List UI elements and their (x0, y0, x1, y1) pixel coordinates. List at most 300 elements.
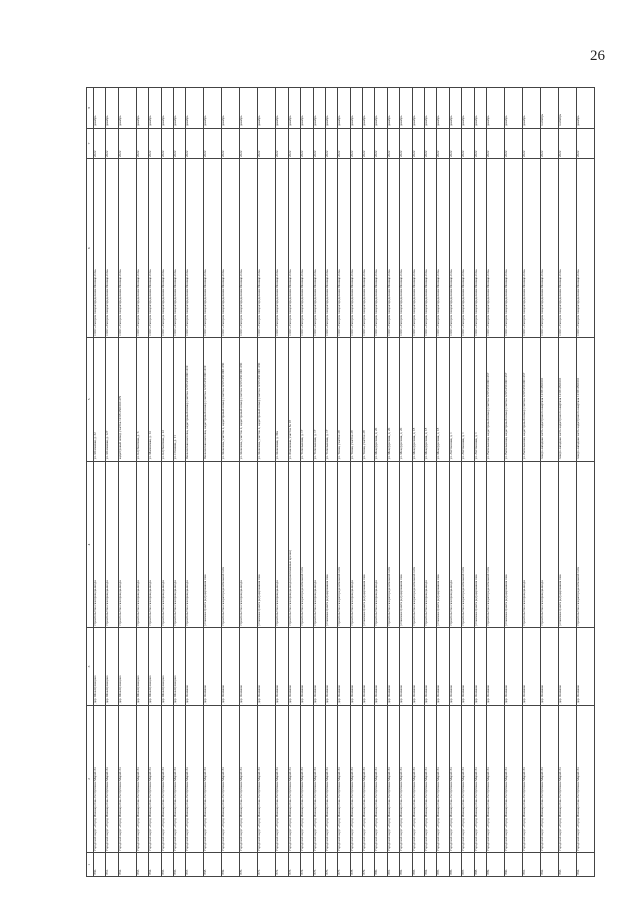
cell-settlement: дер. Якимово (462, 628, 474, 705)
cell-month: декабрь (186, 88, 204, 129)
cell-municipality: Городской округ «Город Йошкар-Ола» Республики Марий Эл (437, 705, 449, 853)
cell-address: ул. Междуречная, д. 18 (437, 337, 449, 461)
cell-organization: ООО «Газпром газораспределение Йошкар-Ола» (106, 159, 118, 338)
cell-settlement: дер. Якимово (375, 628, 387, 705)
cell-organization: ООО «Газпром газораспределение Йошкар-Ола» (400, 159, 412, 338)
cell-organization: ООО «Газпром газораспределение Йошкар-Ола» (258, 159, 276, 338)
cell-work-type: установка пункта редуцирования газа (363, 461, 375, 628)
cell-municipality: Городской округ «Город Йошкар-Ола» Республики Марий Эл (240, 705, 258, 853)
cell-work-type: строительство газопровода-ввода (350, 461, 362, 628)
cell-row-number: 866. (173, 853, 185, 877)
cell-work-type: строительство газораспределительной сети (222, 461, 240, 628)
cell-settlement: дер. Якимово (325, 628, 337, 705)
cell-month: декабрь (350, 88, 362, 129)
cell-municipality: Городской округ «Город Йошкар-Ола» Республики Марий Эл (325, 705, 337, 853)
cell-address: ул. Лиственная, д. 1 (449, 337, 461, 461)
cell-organization: ООО «Газпром газораспределение Йошкар-Ола» (173, 159, 185, 338)
cell-work-type: строительство газопровода-ввода (375, 461, 387, 628)
cell-work-type: установка пункта редуцирования газа (504, 461, 522, 628)
cell-municipality: Городской округ «Город Йошкар-Ола» Республики Марий Эл (118, 705, 136, 853)
cell-organization: ООО «Газпром газораспределение Йошкар-Ола» (350, 159, 362, 338)
cell-month: декабрь (474, 88, 486, 129)
cell-year: 2022 (576, 128, 594, 159)
cell-settlement: дер. Шоя-Кузнецово (106, 628, 118, 705)
cell-row-number: 886. (449, 853, 461, 877)
cell-month: декабрь (504, 88, 522, 129)
cell-settlement: дер. Якимово (400, 628, 412, 705)
cell-address: ул. Васильковая, кадастровый номер участка 12:05:4501001:267 (522, 337, 540, 461)
table-row (437, 88, 449, 877)
cell-organization: ООО «Газпром газораспределение Йошкар-Ола» (462, 159, 474, 338)
cell-row-number: 862. (118, 853, 136, 877)
cell-organization: ООО «Газпром газораспределение Йошкар-Ола» (338, 159, 350, 338)
cell-municipality: Городской округ «Город Йошкар-Ола» Республики Марий Эл (522, 705, 540, 853)
cell-organization: ООО «Газпром газораспределение Йошкар-Ола» (161, 159, 173, 338)
cell-settlement: дер. Якимово (522, 628, 540, 705)
table-row (258, 88, 276, 877)
cell-organization: ООО «Газпром газораспределение Йошкар-Ола» (186, 159, 204, 338)
header-cell: 1 (87, 853, 94, 877)
cell-month: декабрь (204, 88, 222, 129)
cell-organization: ООО «Газпром газораспределение Йошкар-Ола» (325, 159, 337, 338)
cell-month: декабрь (149, 88, 161, 129)
cell-address: ул. Междуречная, д. 20 (375, 337, 387, 461)
cell-municipality: Городской округ «Город Йошкар-Ола» Республики Марий Эл (338, 705, 350, 853)
cell-settlement: дер. Якимово (222, 628, 240, 705)
cell-work-type: строительство газопровода-ввода (522, 461, 540, 628)
cell-municipality: Городской округ «Город Йошкар-Ола» Республики Марий Эл (412, 705, 424, 853)
cell-organization: ООО «Газпром газораспределение Йошкар-Ола» (540, 159, 558, 338)
cell-settlement: дер. Якимово (313, 628, 325, 705)
cell-month: декабрь (136, 88, 148, 129)
table-row (474, 88, 486, 877)
cell-row-number: 882. (400, 853, 412, 877)
cell-organization: ООО «Газпром газораспределение Йошкар-Ола» (576, 159, 594, 338)
cell-organization: ООО «Газпром газораспределение Йошкар-Ола» (486, 159, 504, 338)
table-row (576, 88, 594, 877)
cell-address: Яковлевская выселка, кадастровый номер участка 12:05:4501001:419 (186, 337, 204, 461)
cell-organization: ООО «Газпром газораспределение Йошкар-Ола» (437, 159, 449, 338)
cell-row-number: 873. (288, 853, 300, 877)
cell-address: ул. Яблоневая, д. 127 (106, 337, 118, 461)
cell-work-type: строительство газопровода-ввода (внеплановые врезки) (288, 461, 300, 628)
cell-row-number: 880. (375, 853, 387, 877)
table-row (173, 88, 185, 877)
table-row (161, 88, 173, 877)
cell-address: северо-западная часть кадастрового квартала 12:05:4501001 (576, 337, 594, 461)
cell-settlement: дер. Якимово (240, 628, 258, 705)
cell-row-number: 872. (276, 853, 288, 877)
cell-municipality: Городской округ «Город Йошкар-Ола» Республики Марий Эл (301, 705, 313, 853)
cell-address: ул. Васильковая, кадастровый номер участка 12:05:4501001:267 (504, 337, 522, 461)
cell-settlement: дер. Якимово (449, 628, 461, 705)
cell-municipality: Городской округ «Город Йошкар-Ола» Республики Марий Эл (462, 705, 474, 853)
cell-year: 2022 (149, 128, 161, 159)
cell-organization: ООО «Газпром газораспределение Йошкар-Ола» (387, 159, 399, 338)
cell-year: 2022 (338, 128, 350, 159)
cell-year: 2022 (462, 128, 474, 159)
header-cell: 8 (87, 88, 94, 129)
cell-address: ул. Топольковая, д. 17 (301, 337, 313, 461)
cell-year: 2022 (118, 128, 136, 159)
cell-row-number: 874. (301, 853, 313, 877)
cell-row-number: 867. (186, 853, 204, 877)
cell-year: 2022 (412, 128, 424, 159)
cell-month: декабрь (338, 88, 350, 129)
cell-year: 2022 (240, 128, 258, 159)
cell-work-type: строительство газораспределительной сети (576, 461, 594, 628)
cell-month: декабрь (400, 88, 412, 129)
header-cell: 6 (87, 159, 94, 338)
cell-year: 2022 (558, 128, 576, 159)
cell-municipality: Городской округ «Город Йошкар-Ола» Республики Марий Эл (449, 705, 461, 853)
table-row (149, 88, 161, 877)
cell-address: ул. Междуречная, д. 18 (425, 337, 437, 461)
works-table (86, 87, 595, 877)
cell-organization: ООО «Газпром газораспределение Йошкар-Ола» (276, 159, 288, 338)
cell-year: 2022 (186, 128, 204, 159)
cell-row-number: 863. (136, 853, 148, 877)
cell-settlement: дер. Якимово (486, 628, 504, 705)
page-number: 26 (590, 48, 605, 64)
cell-work-type: установка пункта редуцирования газа (204, 461, 222, 628)
cell-address: северо-западная часть кадастрового квартала 12:05:4501001 (558, 337, 576, 461)
cell-row-number: 861. (106, 853, 118, 877)
cell-organization: ООО «Газпром газораспределение Йошкар-Ола» (412, 159, 424, 338)
cell-municipality: Городской округ «Город Йошкар-Ола» Республики Марий Эл (350, 705, 362, 853)
cell-address: ул. Яковлева, участок 2, кадастровый номер участка 12:05:4501001:260 (222, 337, 240, 461)
cell-row-number: 875. (313, 853, 325, 877)
cell-municipality: Городской округ «Город Йошкар-Ола» Республики Марий Эл (222, 705, 240, 853)
table-row (136, 88, 148, 877)
cell-row-number: 881. (387, 853, 399, 877)
cell-year: 2022 (94, 128, 106, 159)
cell-municipality: Городской округ «Город Йошкар-Ола» Республики Марий Эл (136, 705, 148, 853)
cell-municipality: Городской округ «Город Йошкар-Ола» Республики Марий Эл (173, 705, 185, 853)
cell-organization: ООО «Газпром газораспределение Йошкар-Ола» (375, 159, 387, 338)
cell-municipality: Городской округ «Город Йошкар-Ола» Республики Марий Эл (161, 705, 173, 853)
cell-year: 2022 (400, 128, 412, 159)
cell-municipality: Городской округ «Город Йошкар-Ола» Республики Марий Эл (258, 705, 276, 853)
cell-municipality: Городской округ «Город Йошкар-Ола» Республики Марий Эл (558, 705, 576, 853)
cell-year: 2022 (258, 128, 276, 159)
cell-row-number: 885. (437, 853, 449, 877)
cell-month: декабрь (106, 88, 118, 129)
cell-row-number: 894. (576, 853, 594, 877)
table-row (425, 88, 437, 877)
cell-year: 2022 (325, 128, 337, 159)
cell-work-type: строительство газопровода-ввода (173, 461, 185, 628)
cell-address: ул. Междуречная, д. 18 (412, 337, 424, 461)
cell-work-type: установка пункта редуцирования газа (325, 461, 337, 628)
cell-settlement: дер. Якимово (425, 628, 437, 705)
cell-month: декабрь (301, 88, 313, 129)
cell-row-number: 887. (462, 853, 474, 877)
table-row (118, 88, 136, 877)
cell-address: ул. Малиновая, д. 14 (149, 337, 161, 461)
cell-work-type: строительство газопровода-ввода (118, 461, 136, 628)
table-row (301, 88, 313, 877)
cell-settlement: дер. Якимово (474, 628, 486, 705)
cell-settlement: дер. Шоя-Кузнецово (94, 628, 106, 705)
cell-work-type: установка пункта редуцирования газа (437, 461, 449, 628)
table-row (325, 88, 337, 877)
table-row (94, 88, 106, 877)
cell-month: декабрь (375, 88, 387, 129)
cell-settlement: дер. Якимово (363, 628, 375, 705)
header-cell: 7 (87, 128, 94, 159)
cell-organization: ООО «Газпром газораспределение Йошкар-Ола» (363, 159, 375, 338)
cell-settlement: дер. Якимово (186, 628, 204, 705)
cell-work-type: строительство газораспределительной сети (338, 461, 350, 628)
cell-settlement: дер. Якимово (504, 628, 522, 705)
cell-address: кадастровый номер участка 12:05:4501001:479 (118, 337, 136, 461)
cell-year: 2022 (313, 128, 325, 159)
cell-municipality: Городской округ «Город Йошкар-Ола» Республики Марий Эл (204, 705, 222, 853)
cell-municipality: Городской округ «Город Йошкар-Ола» Республики Марий Эл (425, 705, 437, 853)
cell-month: декабрь (161, 88, 173, 129)
cell-year: 2022 (288, 128, 300, 159)
table-row (558, 88, 576, 877)
cell-row-number: 870. (240, 853, 258, 877)
cell-year: 2022 (387, 128, 399, 159)
cell-work-type: строительство газопровода-ввода (540, 461, 558, 628)
cell-row-number: 889. (486, 853, 504, 877)
cell-organization: ООО «Газпром газораспределение Йошкар-Ола» (313, 159, 325, 338)
cell-organization: ООО «Газпром газораспределение Йошкар-Ола» (301, 159, 313, 338)
cell-month: декабрь (425, 88, 437, 129)
cell-municipality: Городской округ «Город Йошкар-Ола» Республики Марий Эл (313, 705, 325, 853)
cell-municipality: Городской округ «Город Йошкар-Ола» Республики Марий Эл (288, 705, 300, 853)
cell-settlement: дер. Якимово (558, 628, 576, 705)
cell-row-number: 888. (474, 853, 486, 877)
cell-month: декабрь (449, 88, 461, 129)
cell-settlement: дер. Якимово (204, 628, 222, 705)
cell-address: северо-западная часть кадастрового квартала 12:05:4501001 (540, 337, 558, 461)
cell-month: декабрь (118, 88, 136, 129)
cell-municipality: Городской округ «Город Йошкар-Ола» Республики Марий Эл (486, 705, 504, 853)
cell-settlement: дер. Якимово (387, 628, 399, 705)
table-row (204, 88, 222, 877)
cell-settlement: дер. Якимово (540, 628, 558, 705)
table-row (350, 88, 362, 877)
cell-work-type: строительство газопровода-ввода (106, 461, 118, 628)
cell-settlement: дер. Якимово (258, 628, 276, 705)
cell-work-type: строительство газопровода-ввода (186, 461, 204, 628)
cell-month: декабрь (363, 88, 375, 129)
cell-work-type: установка пункта редуцирования газа (258, 461, 276, 628)
cell-year: 2022 (136, 128, 148, 159)
cell-month: сентябрь (540, 88, 558, 129)
cell-municipality: Городской округ «Город Йошкар-Ола» Республики Марий Эл (400, 705, 412, 853)
cell-address: ул. Осенняя, д. 11 (173, 337, 185, 461)
table-body (87, 88, 595, 877)
cell-address: ул. Междуречная, д. 20 (400, 337, 412, 461)
cell-month: декабрь (437, 88, 449, 129)
cell-year: 2022 (350, 128, 362, 159)
cell-organization: ООО «Газпром газораспределение Йошкар-Ола» (504, 159, 522, 338)
cell-work-type: установка пункта редуцирования газа (558, 461, 576, 628)
cell-month: декабрь (576, 88, 594, 129)
cell-address: Яковлевская выселка, кадастровый номер участка 12:05:4501001:419 (204, 337, 222, 461)
cell-address: ул. Тихая, участок 28 (338, 337, 350, 461)
cell-year: 2022 (474, 128, 486, 159)
cell-municipality: Городской округ «Город Йошкар-Ола» Республики Марий Эл (186, 705, 204, 853)
table-row (375, 88, 387, 877)
cell-address: ул. Топольковая, д. 17 (313, 337, 325, 461)
cell-address: ул. Фиалковая, участок № 18 (288, 337, 300, 461)
header-row (87, 88, 94, 877)
rotated-table-container (86, 87, 580, 877)
cell-row-number: 878. (350, 853, 362, 877)
cell-row-number: 883. (412, 853, 424, 877)
cell-organization: ООО «Газпром газораспределение Йошкар-Ола» (288, 159, 300, 338)
cell-municipality: Городской округ «Город Йошкар-Ола» Республики Марий Эл (276, 705, 288, 853)
cell-work-type: строительство газопровода-ввода (425, 461, 437, 628)
cell-month: сентябрь (558, 88, 576, 129)
cell-row-number: 869. (222, 853, 240, 877)
table-row (313, 88, 325, 877)
cell-settlement: дер. Якимово (288, 628, 300, 705)
cell-year: 2022 (276, 128, 288, 159)
table-row (106, 88, 118, 877)
cell-address: ул. Лиственная, д. 1 (462, 337, 474, 461)
cell-work-type: установка пункта редуцирования газа (400, 461, 412, 628)
cell-settlement: дер. Якимово (301, 628, 313, 705)
cell-month: декабрь (387, 88, 399, 129)
cell-month: декабрь (412, 88, 424, 129)
cell-municipality: Городской округ «Город Йошкар-Ола» Республики Марий Эл (149, 705, 161, 853)
header-cell: 5 (87, 337, 94, 461)
cell-work-type: установка пункта редуцирования газа (474, 461, 486, 628)
cell-address: ул. Междуречная, д. 20 (387, 337, 399, 461)
cell-year: 2022 (522, 128, 540, 159)
cell-municipality: Городской округ «Город Йошкар-Ола» Республики Марий Эл (363, 705, 375, 853)
cell-year: 2022 (161, 128, 173, 159)
cell-organization: ООО «Газпром газораспределение Йошкар-Ола» (149, 159, 161, 338)
cell-year: 2022 (173, 128, 185, 159)
cell-year: 2022 (363, 128, 375, 159)
cell-municipality: Городской округ «Город Йошкар-Ола» Республики Марий Эл (540, 705, 558, 853)
cell-month: декабрь (313, 88, 325, 129)
cell-settlement: дер. Шоя-Кузнецово (118, 628, 136, 705)
cell-row-number: 876. (325, 853, 337, 877)
cell-work-type: строительство газораспределительной сети (387, 461, 399, 628)
table-row (486, 88, 504, 877)
cell-work-type: строительство газораспределительной сети (462, 461, 474, 628)
cell-settlement: дер. Якимово (437, 628, 449, 705)
header-cell: 3 (87, 628, 94, 705)
cell-row-number: 868. (204, 853, 222, 877)
cell-work-type: строительство газопровода-ввода (149, 461, 161, 628)
header-cell: 4 (87, 461, 94, 628)
cell-year: 2022 (204, 128, 222, 159)
cell-month: декабрь (173, 88, 185, 129)
table-row (363, 88, 375, 877)
cell-organization: ООО «Газпром газораспределение Йошкар-Ола» (94, 159, 106, 338)
cell-address: ул. Лиственная, д. 1 (474, 337, 486, 461)
table-row (449, 88, 461, 877)
table-row (540, 88, 558, 877)
cell-month: декабрь (94, 88, 106, 129)
cell-address: ул. Клубничная, д. 22 (161, 337, 173, 461)
cell-work-type: строительство газопровода-ввода (161, 461, 173, 628)
cell-organization: ООО «Газпром газораспределение Йошкар-Ола» (449, 159, 461, 338)
cell-settlement: дер. Шоя-Кузнецово (136, 628, 148, 705)
cell-row-number: 860. (94, 853, 106, 877)
cell-address: ул. Тихая, участок 28 (350, 337, 362, 461)
cell-month: декабрь (258, 88, 276, 129)
table-row (222, 88, 240, 877)
cell-month: декабрь (288, 88, 300, 129)
cell-month: декабрь (325, 88, 337, 129)
table-row (462, 88, 474, 877)
table-row (338, 88, 350, 877)
cell-row-number: 891. (522, 853, 540, 877)
cell-address: ул. Тихая, участок 28 (363, 337, 375, 461)
cell-municipality: Городской округ «Город Йошкар-Ола» Республики Марий Эл (576, 705, 594, 853)
cell-year: 2022 (301, 128, 313, 159)
cell-year: 2022 (106, 128, 118, 159)
cell-address: ул. Яблоневая, д. 32 (94, 337, 106, 461)
cell-address: ул. Яковлева, участок 2, кадастровый номер участка 12:05:4501001:260 (258, 337, 276, 461)
cell-settlement: дер. Шоя-Кузнецово (161, 628, 173, 705)
cell-settlement: дер. Шоя-Кузнецово (173, 628, 185, 705)
cell-settlement: дер. Шоя-Кузнецово (149, 628, 161, 705)
header-cell: 2 (87, 705, 94, 853)
cell-year: 2022 (437, 128, 449, 159)
cell-work-type: строительство газопровода-ввода (136, 461, 148, 628)
cell-row-number: 879. (363, 853, 375, 877)
cell-settlement: дер. Якимово (576, 628, 594, 705)
cell-address: ул. Клубничная, д. 6 (136, 337, 148, 461)
cell-municipality: Городской округ «Город Йошкар-Ола» Республики Марий Эл (375, 705, 387, 853)
cell-address: ул. Топольковая, д. 17 (325, 337, 337, 461)
cell-organization: ООО «Газпром газораспределение Йошкар-Ола» (136, 159, 148, 338)
cell-organization: ООО «Газпром газораспределение Йошкар-Ола» (522, 159, 540, 338)
cell-row-number: 865. (161, 853, 173, 877)
cell-address: ул. Яковлева, участок 2, кадастровый номер участка 12:05:4501001:260 (240, 337, 258, 461)
cell-organization: ООО «Газпром газораспределение Йошкар-Ола» (240, 159, 258, 338)
cell-municipality: Городской округ «Город Йошкар-Ола» Республики Марий Эл (504, 705, 522, 853)
cell-work-type: строительство газопровода-ввода (94, 461, 106, 628)
table-row (276, 88, 288, 877)
cell-month: декабрь (462, 88, 474, 129)
cell-organization: ООО «Газпром газораспределение Йошкар-Ола» (558, 159, 576, 338)
cell-settlement: дер. Якимово (350, 628, 362, 705)
cell-row-number: 884. (425, 853, 437, 877)
cell-work-type: строительство газопровода-ввода (313, 461, 325, 628)
cell-year: 2022 (425, 128, 437, 159)
cell-month: декабрь (486, 88, 504, 129)
table-row (387, 88, 399, 877)
cell-year: 2022 (449, 128, 461, 159)
cell-organization: ООО «Газпром газораспределение Йошкар-Ола» (474, 159, 486, 338)
cell-row-number: 871. (258, 853, 276, 877)
cell-row-number: 877. (338, 853, 350, 877)
cell-row-number: 893. (558, 853, 576, 877)
table-row (400, 88, 412, 877)
cell-work-type: строительство газопровода-ввода (276, 461, 288, 628)
cell-row-number: 890. (504, 853, 522, 877)
table-row (288, 88, 300, 877)
cell-municipality: Городской округ «Город Йошкар-Ола» Республики Марий Эл (106, 705, 118, 853)
cell-work-type: строительство газопровода-ввода (449, 461, 461, 628)
cell-settlement: дер. Якимово (276, 628, 288, 705)
table-row (412, 88, 424, 877)
cell-address: ул. Васильковая, кадастровый номер участка 12:05:4501001:267 (486, 337, 504, 461)
cell-settlement: дер. Якимово (338, 628, 350, 705)
